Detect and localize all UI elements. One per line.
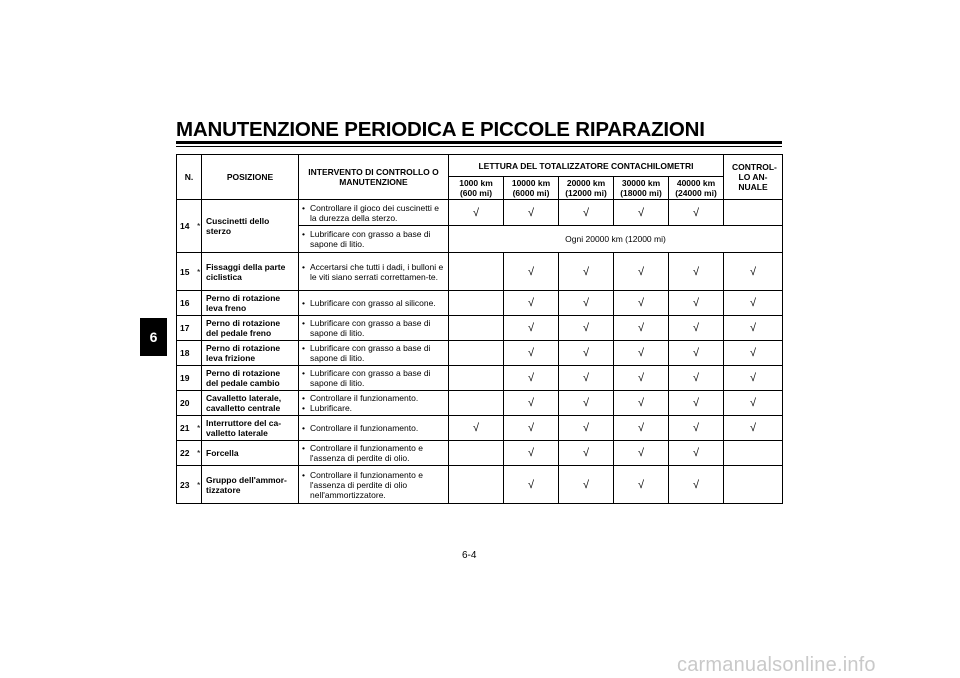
table-row (177, 341, 783, 366)
check-mark: √ (724, 291, 783, 316)
interval-30000 (614, 177, 669, 200)
check-mark: √ (614, 416, 669, 441)
check-mark: √ (724, 253, 783, 291)
header-annual: CONTROL-LO AN-NUALE (724, 155, 783, 200)
empty-cell (724, 200, 783, 226)
interval-note: Ogni 20000 km (12000 mi) (449, 226, 783, 253)
row-action (299, 253, 449, 291)
check-mark: √ (669, 416, 724, 441)
row-position: Perno di rotazione del pedale freno (202, 316, 299, 341)
check-mark: √ (614, 316, 669, 341)
action-item: • Lubrificare. (302, 403, 445, 413)
check-mark: √ (559, 441, 614, 466)
row-action (299, 466, 449, 504)
check-mark: √ (669, 253, 724, 291)
check-mark: √ (504, 341, 559, 366)
empty-cell (449, 366, 504, 391)
action-item: • Controllare il gioco dei cuscinetti e la durezza della sterzo. (302, 203, 445, 223)
chapter-tab: 6 (140, 318, 167, 356)
check-mark: √ (614, 200, 669, 226)
row-number: 15 * (177, 253, 202, 291)
action-item: • Controllare il funzionamento. (302, 423, 445, 433)
check-mark: √ (559, 291, 614, 316)
table-row (177, 366, 783, 391)
check-mark: √ (669, 316, 724, 341)
action-item: • Lubrificare con grasso a base di sapone di litio. (302, 343, 445, 363)
check-mark: √ (504, 391, 559, 416)
row-position: Perno di rotazione leva frizione (202, 341, 299, 366)
row-number: 14 * (177, 200, 202, 253)
empty-cell (449, 391, 504, 416)
check-mark: √ (724, 366, 783, 391)
check-mark: √ (669, 291, 724, 316)
check-mark: √ (669, 441, 724, 466)
row-number: 17 (177, 316, 202, 341)
empty-cell (449, 341, 504, 366)
table-row (177, 466, 783, 504)
star-marker: * (197, 423, 201, 433)
check-mark: √ (724, 391, 783, 416)
watermark: carmanualsonline.info (677, 654, 876, 676)
row-number: 20 (177, 391, 202, 416)
check-mark: √ (449, 200, 504, 226)
check-mark: √ (614, 466, 669, 504)
interval-mi: (24000 mi) (675, 188, 717, 198)
row-action (299, 200, 449, 226)
page-number: 6-4 (462, 550, 477, 561)
check-mark: √ (614, 441, 669, 466)
check-mark: √ (669, 466, 724, 504)
row-action (299, 416, 449, 441)
star-marker: * (197, 448, 201, 458)
check-mark: √ (559, 316, 614, 341)
check-mark: √ (504, 441, 559, 466)
action-item: • Controllare il funzionamento e l'assenza di perdite di olio. (302, 443, 445, 463)
check-mark: √ (614, 391, 669, 416)
row-position: Cuscinetti dello sterzo (202, 200, 299, 253)
interval-km: 40000 km (676, 178, 716, 188)
empty-cell (449, 253, 504, 291)
header-action: INTERVENTO DI CONTROLLO O MANUTENZIONE (299, 155, 449, 200)
interval-km: 10000 km (511, 178, 551, 188)
row-position: Perno di rotazione leva freno (202, 291, 299, 316)
check-mark: √ (614, 366, 669, 391)
action-item: • Lubrificare con grasso a base di sapone di litio. (302, 229, 445, 249)
check-mark: √ (724, 341, 783, 366)
check-mark: √ (449, 416, 504, 441)
check-mark: √ (559, 341, 614, 366)
title-rule (176, 141, 782, 144)
action-item: • Lubrificare con grasso a base di sapone di litio. (302, 318, 445, 338)
check-mark: √ (559, 200, 614, 226)
action-item: • Accertarsi che tutti i dadi, i bulloni e le viti siano serrati correttamen-te. (302, 262, 445, 282)
check-mark: √ (504, 291, 559, 316)
row-action (299, 341, 449, 366)
check-mark: √ (559, 366, 614, 391)
action-item: • Lubrificare con grasso a base di sapone di litio. (302, 368, 445, 388)
check-mark: √ (559, 416, 614, 441)
row-number: 22 * (177, 441, 202, 466)
check-mark: √ (669, 366, 724, 391)
interval-km: 1000 km (459, 178, 493, 188)
row-position: Perno di rotazione del pedale cambio (202, 366, 299, 391)
empty-cell (724, 441, 783, 466)
interval-20000 (559, 177, 614, 200)
check-mark: √ (504, 416, 559, 441)
row-position: Forcella (202, 441, 299, 466)
check-mark: √ (504, 366, 559, 391)
row-number: 21 * (177, 416, 202, 441)
empty-cell (449, 466, 504, 504)
table-row (177, 200, 783, 226)
interval-mi: (12000 mi) (565, 188, 607, 198)
check-mark: √ (504, 200, 559, 226)
header-position: POSIZIONE (202, 155, 299, 200)
check-mark: √ (504, 253, 559, 291)
interval-40000 (669, 177, 724, 200)
row-action (299, 441, 449, 466)
check-mark: √ (614, 341, 669, 366)
table-row (177, 253, 783, 291)
check-mark: √ (614, 291, 669, 316)
row-number: 18 (177, 341, 202, 366)
star-marker: * (197, 479, 201, 490)
table-row (177, 391, 783, 416)
check-mark: √ (559, 466, 614, 504)
interval-km: 20000 km (566, 178, 606, 188)
star-marker: * (197, 266, 201, 277)
row-position: Fissaggi della parte ciclistica (202, 253, 299, 291)
row-number: 19 (177, 366, 202, 391)
action-item: • Controllare il funzionamento e l'assenza di perdite di olio nell'ammortizzatore. (302, 470, 445, 500)
empty-cell (449, 441, 504, 466)
title-rule-thin (176, 146, 782, 147)
interval-km: 30000 km (621, 178, 661, 188)
row-action (299, 391, 449, 416)
check-mark: √ (504, 316, 559, 341)
maintenance-table (176, 154, 783, 504)
interval-1000 (449, 177, 504, 200)
interval-mi: (600 mi) (459, 188, 493, 198)
check-mark: √ (724, 416, 783, 441)
header-num: N. (177, 155, 202, 200)
table-row (177, 416, 783, 441)
header-odometer: LETTURA DEL TOTALIZZATORE CONTACHILOMETRI (449, 155, 724, 177)
interval-mi: (6000 mi) (512, 188, 550, 198)
check-mark: √ (669, 391, 724, 416)
table-row (177, 291, 783, 316)
row-action (299, 366, 449, 391)
interval-mi: (18000 mi) (620, 188, 662, 198)
row-position: Interruttore del ca-valletto laterale (202, 416, 299, 441)
row-position: Gruppo dell'ammor-tizzatore (202, 466, 299, 504)
check-mark: √ (504, 466, 559, 504)
star-marker: * (197, 221, 201, 231)
row-action (299, 226, 449, 253)
check-mark: √ (559, 253, 614, 291)
row-action (299, 316, 449, 341)
action-item: • Lubrificare con grasso al silicone. (302, 298, 445, 308)
row-action (299, 291, 449, 316)
check-mark: √ (669, 200, 724, 226)
check-mark: √ (559, 391, 614, 416)
row-number: 23 * (177, 466, 202, 504)
row-number: 16 (177, 291, 202, 316)
empty-cell (449, 291, 504, 316)
check-mark: √ (724, 316, 783, 341)
interval-10000 (504, 177, 559, 200)
check-mark: √ (669, 341, 724, 366)
empty-cell (724, 466, 783, 504)
page-title: MANUTENZIONE PERIODICA E PICCOLE RIPARAZIONI (176, 118, 705, 141)
table-row (177, 441, 783, 466)
check-mark: √ (614, 253, 669, 291)
table-row (177, 316, 783, 341)
row-position: Cavalletto laterale, cavalletto centrale (202, 391, 299, 416)
empty-cell (449, 316, 504, 341)
action-item: • Controllare il funzionamento. (302, 393, 445, 403)
